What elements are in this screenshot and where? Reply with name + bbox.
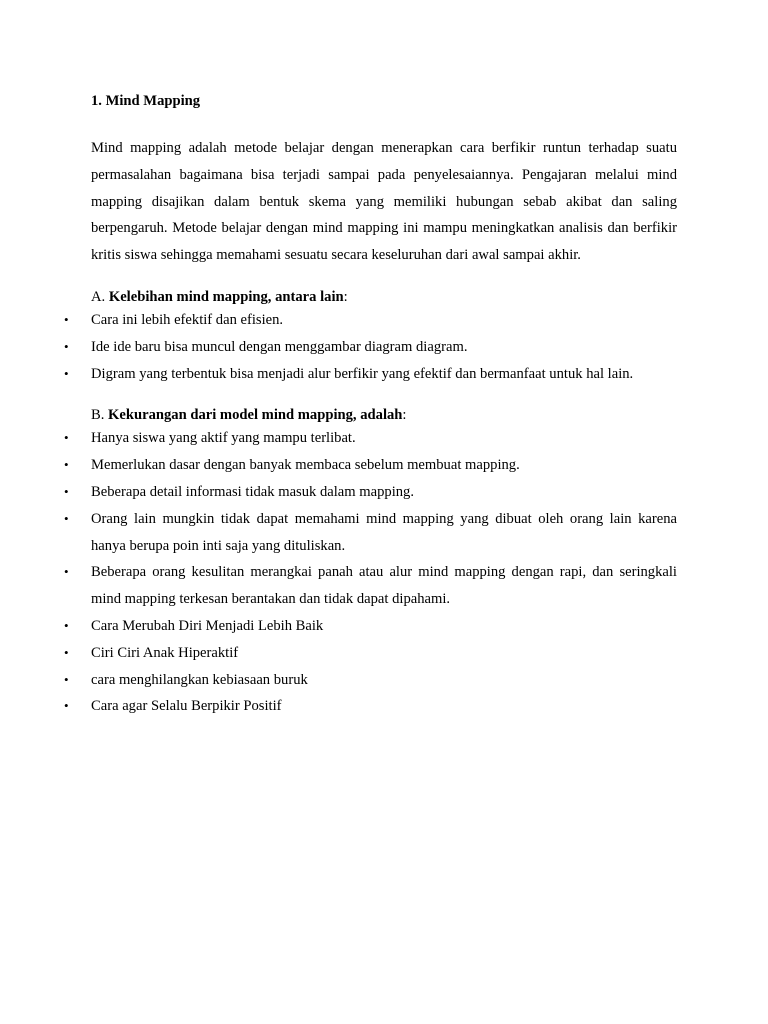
bullet-icon: • [64, 365, 69, 381]
bullet-icon: • [64, 457, 69, 473]
bullet-icon: • [64, 311, 69, 327]
section-b-label [91, 405, 677, 425]
list-item [64, 307, 677, 334]
intro-paragraph: Mind mapping adalah metode belajar dengan menerapkan cara berfikir runtun terhadap suatu permasalahan bagaimana bisa terjadi sampai pada penyelesaiannya. Pengajaran melalui mind mapping disajikan dalam bentuk skema yang memiliki hubungan sebab akibat dan saling berpengaruh. Metode belajar dengan mind mapping ini mampu meningkatkan analisis dan berfikir kritis siswa sehingga memahami sesuatu secara keseluruhan dari awal sampai akhir. [91, 140, 677, 264]
section-a-label [91, 287, 677, 307]
advantages-list [64, 307, 677, 387]
list-item-text: Beberapa orang kesulitan merangkai panah atau alur mind mapping dengan rapi, dan seringkali mind mapping terkesan berantakan dan tidak dapat dipahami. [91, 564, 677, 608]
bullet-icon: • [64, 564, 69, 580]
related-link-text[interactable]: Cara agar Selalu Berpikir Positif [91, 698, 282, 715]
section-b-prefix: B. [91, 407, 109, 424]
list-item-text: Hanya siswa yang aktif yang mampu terlibat. [91, 430, 356, 447]
list-item-text: Digram yang terbentuk bisa menjadi alur berfikir yang efektif dan bermanfaat untuk hal lain. [91, 365, 634, 382]
bullet-icon: • [64, 617, 69, 633]
disadvantages-list [64, 425, 677, 613]
section-a-title: Kelebihan mind mapping, antara lain [108, 288, 344, 305]
bullet-icon: • [64, 483, 69, 499]
related-link[interactable] [64, 693, 677, 720]
related-link[interactable] [64, 640, 677, 667]
related-link-text[interactable]: Cara Merubah Diri Menjadi Lebih Baik [91, 617, 324, 634]
document-content [64, 91, 677, 720]
list-item [64, 479, 677, 506]
list-item [64, 506, 677, 560]
bullet-icon: • [64, 430, 69, 446]
list-item [64, 559, 677, 613]
list-item-text: Memerlukan dasar dengan banyak membaca sebelum membuat mapping. [91, 457, 520, 474]
list-item-text: Orang lain mungkin tidak dapat memahami mind mapping yang dibuat oleh orang lain karena hanya berupa poin inti saja yang dituliskan. [91, 510, 677, 554]
section-heading: 1. Mind Mapping [91, 93, 201, 109]
section-a-suffix: : [343, 288, 348, 305]
bullet-icon: • [64, 644, 69, 660]
list-item [64, 334, 677, 361]
related-link[interactable] [64, 613, 677, 640]
bullet-icon: • [64, 338, 69, 354]
section-a-prefix: A. [91, 288, 109, 305]
list-item-text: Cara ini lebih efektif dan efisien. [91, 311, 284, 328]
section-b-title: Kekurangan dari model mind mapping, adalah [108, 407, 403, 424]
bullet-icon: • [64, 698, 69, 714]
list-item [64, 361, 677, 388]
list-item [64, 425, 677, 452]
section-b-suffix: : [402, 407, 407, 424]
related-link-text[interactable]: Ciri Ciri Anak Hiperaktif [91, 644, 239, 661]
bullet-icon: • [64, 510, 69, 526]
related-links-list [64, 613, 677, 720]
list-item [64, 452, 677, 479]
bullet-icon: • [64, 671, 69, 687]
related-link-text[interactable]: cara menghilangkan kebiasaan buruk [91, 671, 308, 688]
list-item-text: Ide ide baru bisa muncul dengan menggambar diagram diagram. [91, 338, 468, 355]
list-item-text: Beberapa detail informasi tidak masuk dalam mapping. [91, 483, 414, 500]
related-link[interactable] [64, 667, 677, 694]
